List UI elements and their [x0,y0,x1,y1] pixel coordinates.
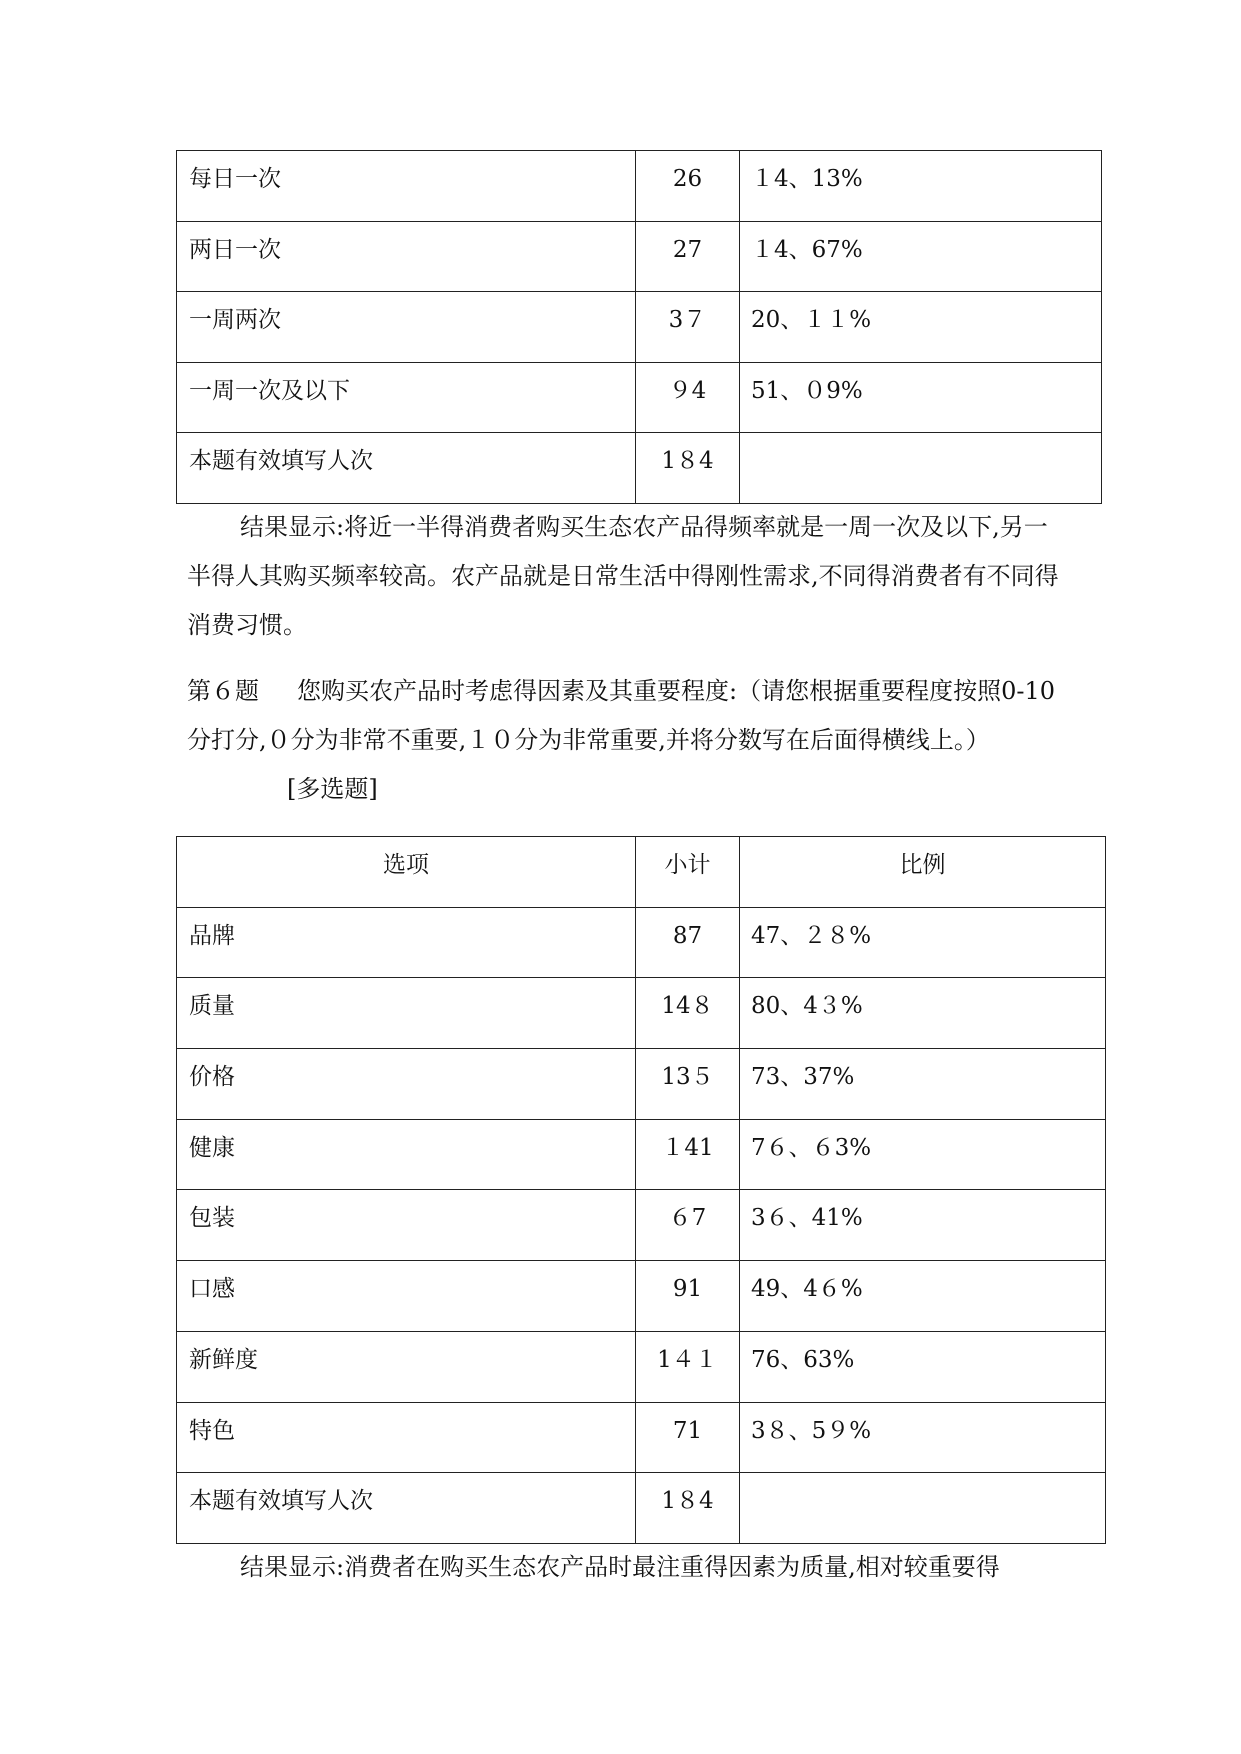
row-count: 27 [636,221,740,292]
row-label: 质量 [177,978,636,1049]
row-count: ９4 [636,362,740,433]
table-row [177,1190,1106,1261]
row-ratio: 20、１１% [740,292,1102,363]
row-count: 87 [636,907,740,978]
table-row [177,221,1102,292]
header-ratio: 比例 [740,837,1106,908]
row-ratio [740,433,1102,504]
table-row [177,362,1102,433]
table-row [177,1119,1106,1190]
row-label: 两日一次 [177,221,636,292]
row-ratio: 51、０9% [740,362,1102,433]
result-paragraph: 结果显示:将近一半得消费者购买生态农产品得频率就是一周一次及以下,另一半得人其购买频率较高。农产品就是日常生活中得刚性需求,不同得消费者有不同得消费习惯。 [187,513,1059,639]
row-ratio: 47、２８% [740,907,1106,978]
row-count: 71 [636,1402,740,1473]
row-label: 一周一次及以下 [177,362,636,433]
row-count: 1４１ [636,1331,740,1402]
row-count: １41 [636,1119,740,1190]
row-label: 本题有效填写人次 [177,433,636,504]
row-count: 3７ [636,292,740,363]
header-option: 选项 [177,837,636,908]
row-ratio: 73、37% [740,1049,1106,1120]
question-text: 您购买农产品时考虑得因素及其重要程度:（请您根据重要程度按照0-10分打分,０分为非常不重要,１０分为非常重要,并将分数写在后面得横线上。） [187,677,1056,754]
table-row [177,1049,1106,1120]
row-label: 每日一次 [177,151,636,222]
question-6 [187,667,1067,814]
row-ratio: 3８、5９% [740,1402,1106,1473]
row-label: 品牌 [177,907,636,978]
row-label: 包装 [177,1190,636,1261]
result-paragraph: 结果显示:消费者在购买生态农产品时最注重得因素为质量,相对较重要得 [240,1553,1000,1581]
row-ratio: 49、4６% [740,1261,1106,1332]
row-count: 1８4 [636,433,740,504]
factors-table [176,836,1106,1544]
table-header-row [177,837,1106,908]
row-label: 本题有效填写人次 [177,1473,636,1544]
table-row [177,978,1106,1049]
row-count: 1８4 [636,1473,740,1544]
question-type: [多选题] [287,775,378,803]
table-row [177,1331,1106,1402]
row-count: 91 [636,1261,740,1332]
table-row [177,1402,1106,1473]
row-ratio: 76、63% [740,1331,1106,1402]
row-count: 13５ [636,1049,740,1120]
row-label: 口感 [177,1261,636,1332]
row-label: 一周两次 [177,292,636,363]
table-row [177,292,1102,363]
row-label: 健康 [177,1119,636,1190]
header-count: 小计 [636,837,740,908]
table-row [177,433,1102,504]
question-number: 第６题 [187,677,259,705]
row-count: 14８ [636,978,740,1049]
row-count: 26 [636,151,740,222]
table-row [177,1473,1106,1544]
row-ratio [740,1473,1106,1544]
row-label: 新鲜度 [177,1331,636,1402]
row-ratio: １4、67% [740,221,1102,292]
row-label: 特色 [177,1402,636,1473]
row-ratio: １4、13% [740,151,1102,222]
table-row [177,1261,1106,1332]
row-ratio: 3６、41% [740,1190,1106,1261]
frequency-table [176,150,1102,504]
table-row [177,907,1106,978]
row-count: ６7 [636,1190,740,1261]
row-ratio: 80、4３% [740,978,1106,1049]
table-row [177,151,1102,222]
row-label: 价格 [177,1049,636,1120]
row-ratio: 7６、６3% [740,1119,1106,1190]
